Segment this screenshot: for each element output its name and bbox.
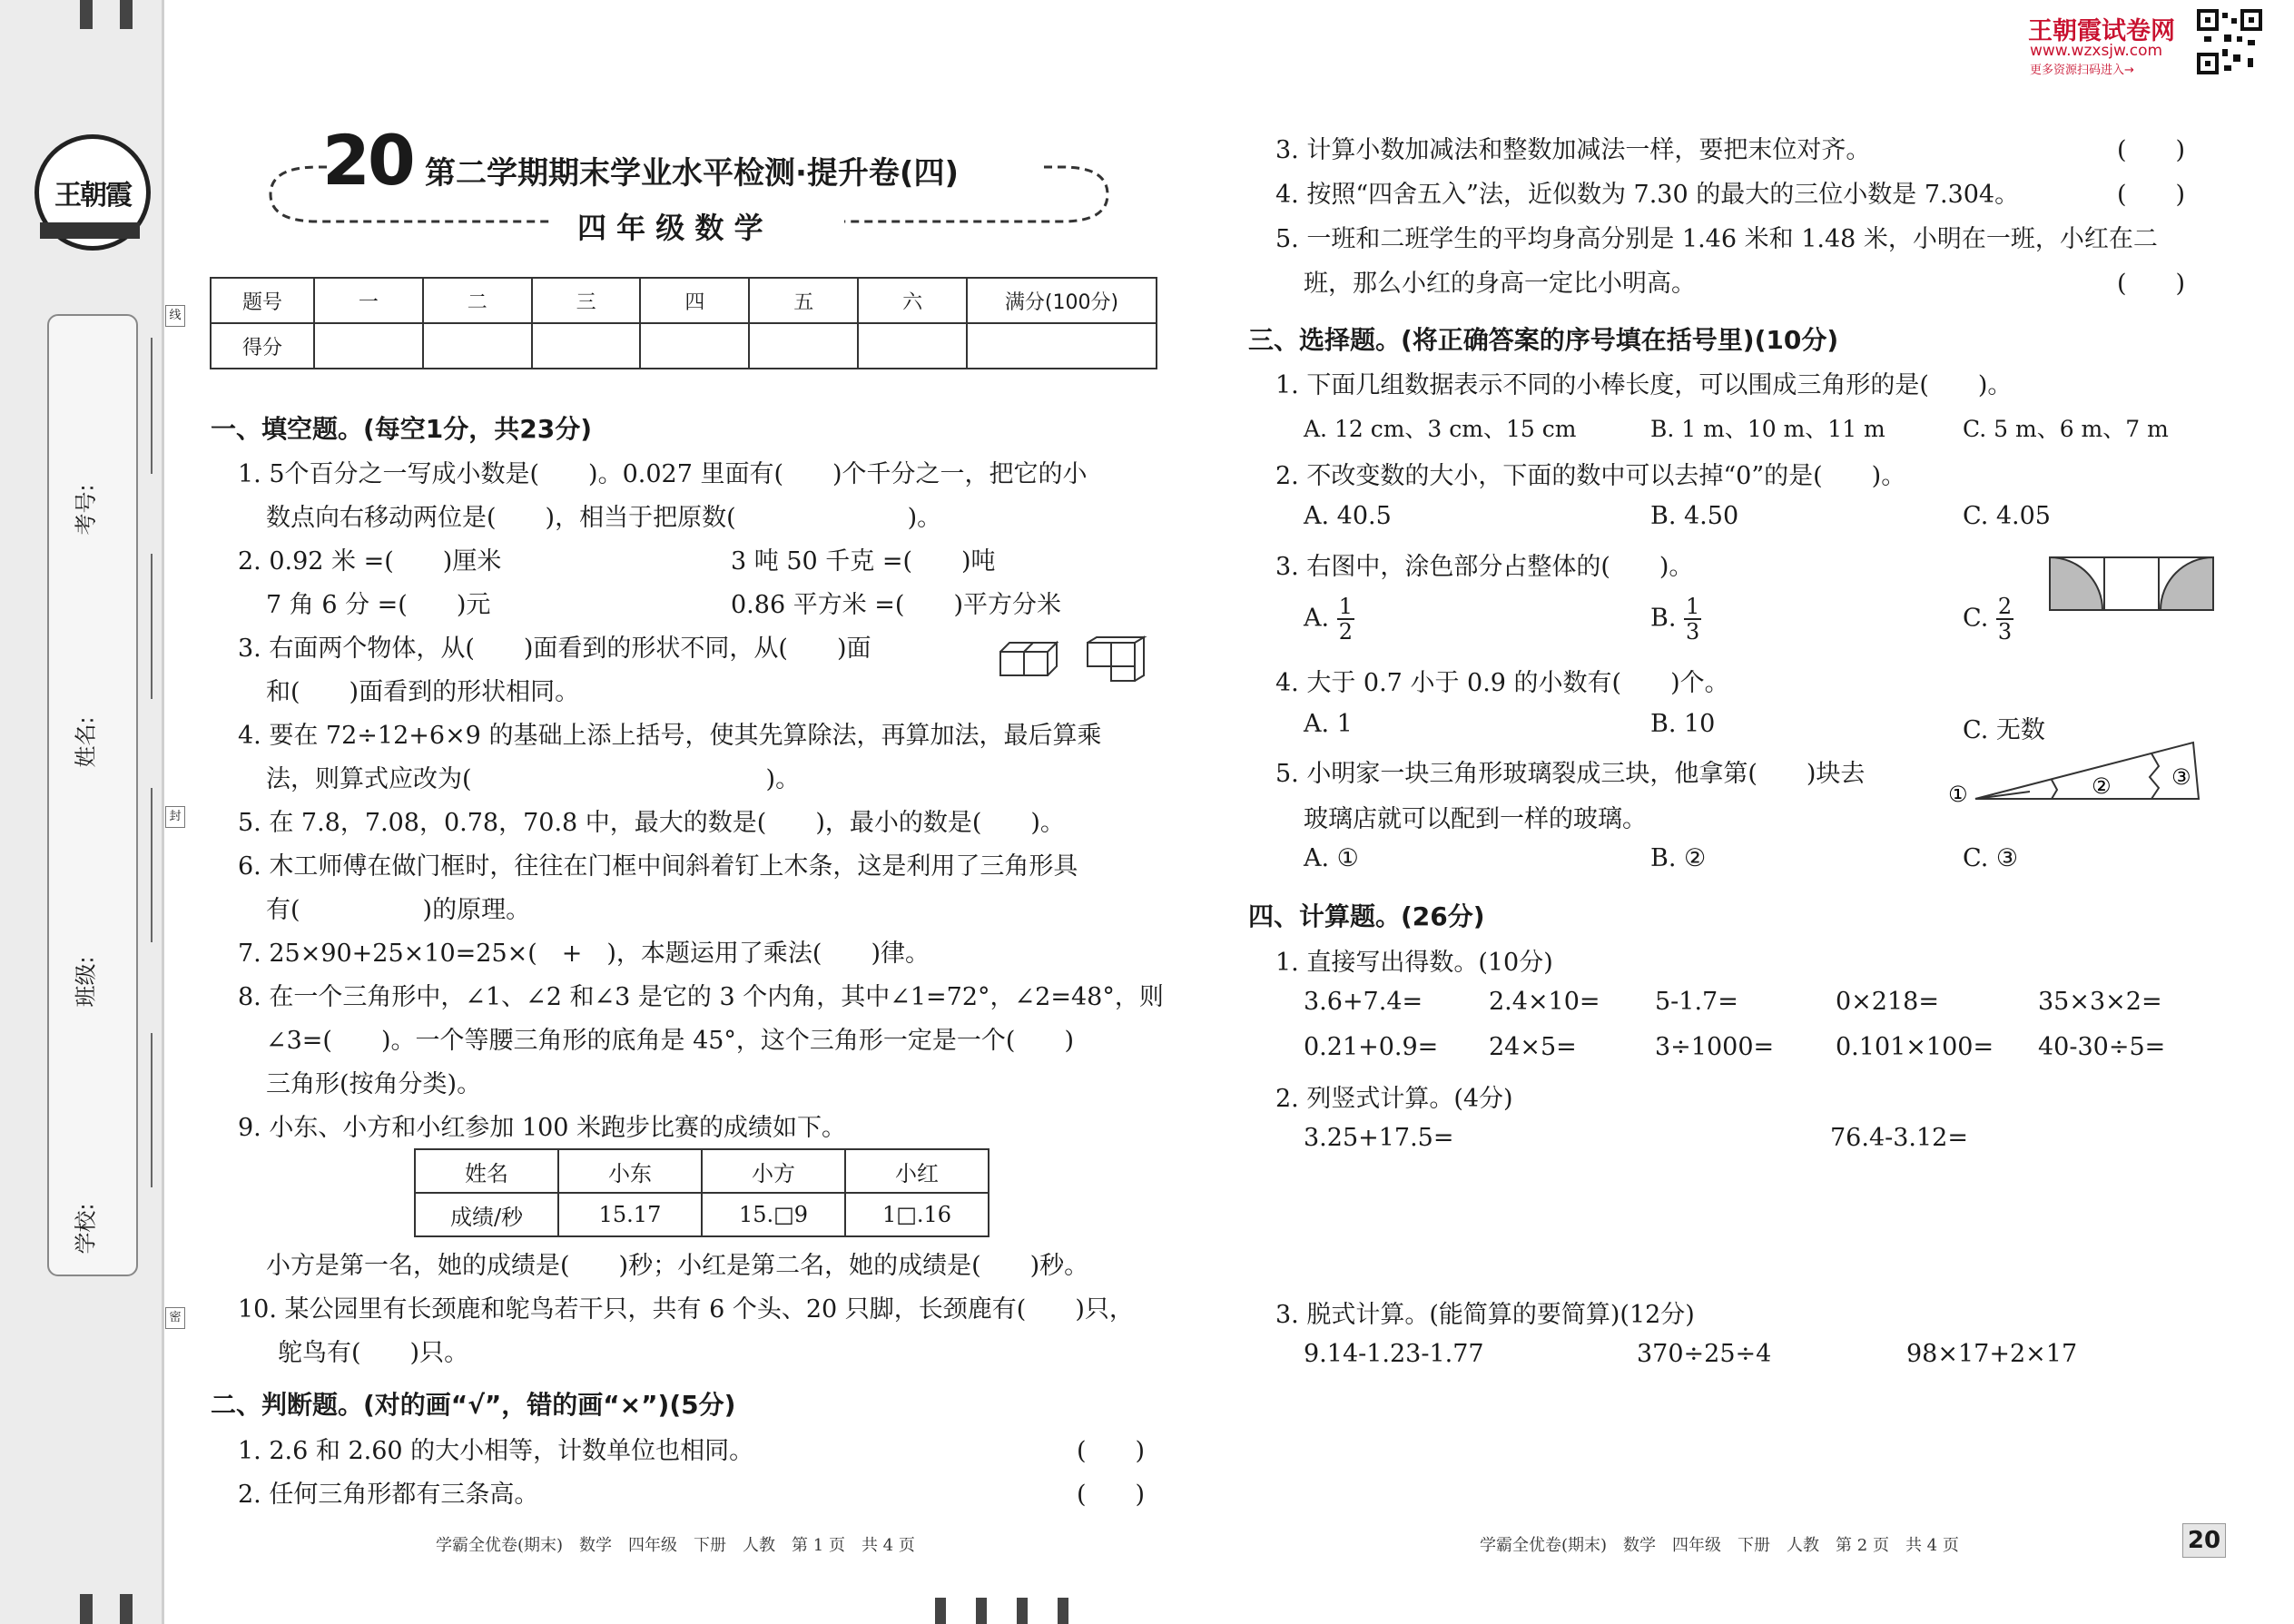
calc-item: 370÷25÷4: [1637, 1340, 1772, 1368]
calc-item: 2.4×10=: [1489, 988, 1600, 1016]
score-cell[interactable]: [423, 323, 532, 369]
q2-line2-right: 0.86 平方米 =( )平方分米: [731, 591, 1061, 619]
calc-item: 0.101×100=: [1836, 1033, 1994, 1061]
choice-5-opt-c[interactable]: C. ③: [1963, 844, 2019, 872]
q4-line2: 法，则算式应改为( )。: [266, 765, 801, 793]
score-header-cell: 五: [749, 278, 858, 323]
q6-line2: 有( )的原理。: [266, 896, 531, 924]
q10-line2: 鸵鸟有( )只。: [278, 1339, 469, 1367]
glass-label-1: ①: [1948, 782, 1968, 807]
crop-mark: [1017, 1598, 1028, 1624]
q9-line: 9. 小东、小方和小红参加 100 米跑步比赛的成绩如下。: [238, 1114, 847, 1142]
judge-3: 3. 计算小数加减法和整数加减法一样，要把末位对齐。: [1275, 136, 1871, 164]
choice-1: 1. 下面几组数据表示不同的小棒长度，可以围成三角形的是( )。: [1275, 371, 2013, 399]
score-header-cell: 题号: [211, 278, 314, 323]
q7-line: 7. 25×90+25×10=25×( + )，本题运用了乘法( )律。: [238, 940, 930, 968]
calc-item: 9.14-1.23-1.77: [1304, 1340, 1484, 1368]
q8-line1: 8. 在一个三角形中，∠1、∠2 和∠3 是它的 3 个内角，其中∠1=72°，∠2=48°，则: [238, 983, 1164, 1011]
judge-5-answer[interactable]: ( ): [2117, 270, 2186, 298]
seal-char: 线: [165, 305, 185, 327]
seal-char: 密: [165, 1307, 185, 1329]
school-label: 学校:: [73, 1203, 99, 1255]
crop-mark: [80, 1594, 93, 1624]
class-line: [151, 788, 153, 942]
section-1-title: 一、填空题。(每空1分，共23分): [211, 414, 593, 444]
choice-2-opt-c[interactable]: C. 4.05: [1963, 502, 2051, 530]
calc-2-title: 2. 列竖式计算。(4分): [1275, 1085, 1513, 1113]
calc-item: 24×5=: [1489, 1033, 1577, 1061]
race-row-label: 成绩/秒: [415, 1193, 558, 1236]
q9-answer-line: 小方是第一名，她的成绩是( )秒；小红是第二名，她的成绩是( )秒。: [266, 1252, 1089, 1280]
score-header-cell: 二: [423, 278, 532, 323]
judge-5-line2: 班，那么小红的身高一定比小明高。: [1304, 270, 1696, 298]
choice-2-opt-a[interactable]: A. 40.5: [1304, 502, 1392, 530]
score-row-label: 得分: [211, 323, 314, 369]
glass-label-3: ③: [2171, 764, 2191, 790]
calc-item: 3.25+17.5=: [1304, 1124, 1454, 1152]
calc-item: 0×218=: [1836, 988, 1939, 1016]
page-number-badge: 20: [2182, 1523, 2226, 1558]
fraction-denominator: 3: [1686, 619, 1700, 645]
footer-right: 学霸全优卷(期末) 数学 四年级 下册 人教 第 2 页 共 4 页: [1480, 1536, 1959, 1555]
choice-2-opt-b[interactable]: B. 4.50: [1650, 502, 1739, 530]
class-label: 班级:: [73, 956, 99, 1008]
fraction: [1337, 595, 1354, 644]
choice-1-opt-b[interactable]: B. 1 m、10 m、11 m: [1650, 416, 1885, 442]
fraction-numerator: 1: [1686, 594, 1700, 619]
choice-5-line1: 5. 小明家一块三角形玻璃裂成三块，他拿第( )块去: [1275, 760, 1866, 788]
option-letter: A.: [1304, 604, 1330, 633]
score-header-cell: 一: [314, 278, 423, 323]
judge-4: 4. 按照“四舍五入”法，近似数为 7.30 的最大的三位小数是 7.304。: [1275, 181, 2020, 209]
q3-line2: 和( )面看到的形状相同。: [266, 678, 580, 706]
judge-3-answer[interactable]: ( ): [2117, 136, 2186, 164]
q1-line1: 1. 5个百分之一写成小数是( )。0.027 里面有( )个千分之一，把它的小: [238, 460, 1088, 488]
crop-mark: [120, 0, 133, 29]
choice-1-opt-a[interactable]: A. 12 cm、3 cm、15 cm: [1304, 416, 1577, 442]
judge-1-answer[interactable]: ( ): [1077, 1437, 1146, 1465]
score-header-cell: 六: [858, 278, 967, 323]
score-cell[interactable]: [640, 323, 749, 369]
race-header-cell: 小方: [702, 1149, 845, 1193]
score-header-cell: 四: [640, 278, 749, 323]
race-cell: 1□.16: [845, 1193, 989, 1236]
option-letter: C.: [1963, 604, 1989, 633]
shaded-squares-figure: [2048, 556, 2217, 612]
judge-2-answer[interactable]: ( ): [1077, 1481, 1146, 1509]
footer-left: 学霸全优卷(期末) 数学 四年级 下册 人教 第 1 页 共 4 页: [436, 1536, 915, 1555]
crop-mark: [80, 0, 93, 29]
q5-line: 5. 在 7.8，7.08，0.78，70.8 中，最大的数是( )，最小的数是( )。: [238, 809, 1065, 837]
score-table: [210, 277, 1157, 369]
choice-3-opt-c[interactable]: [1963, 595, 2013, 644]
judge-2: 2. 任何三角形都有三条高。: [238, 1481, 539, 1509]
judge-4-answer[interactable]: ( ): [2117, 181, 2186, 209]
exam-number-line: [151, 338, 153, 474]
choice-2: 2. 不改变数的大小，下面的数中可以去掉“0”的是( )。: [1275, 462, 1906, 490]
score-cell[interactable]: [858, 323, 967, 369]
race-results-table: [414, 1148, 989, 1237]
q3-line1: 3. 右面两个物体，从( )面看到的形状不同，从( )面: [238, 635, 871, 663]
fraction: [1684, 595, 1701, 644]
exam-number-label: 考号:: [73, 484, 99, 536]
exam-subtitle: 四 年 级 数 学: [577, 211, 763, 245]
calc-3-title: 3. 脱式计算。(能简算的要简算)(12分): [1275, 1301, 1695, 1329]
q2-line1-left: 2. 0.92 米 =( )厘米: [238, 547, 502, 576]
score-cell[interactable]: [749, 323, 858, 369]
name-label: 姓名:: [73, 716, 99, 768]
name-line: [151, 554, 153, 699]
fraction: [1996, 595, 2013, 644]
section-2-title: 二、判断题。(对的画“√”，错的画“×”)(5分): [211, 1390, 736, 1420]
calc-item: 5-1.7=: [1655, 988, 1738, 1016]
calc-item: 76.4-3.12=: [1830, 1124, 1968, 1152]
choice-1-opt-c[interactable]: C. 5 m、6 m、7 m: [1963, 416, 2169, 442]
school-line: [151, 1033, 153, 1187]
student-info-box: [47, 314, 138, 1276]
fraction-denominator: 2: [1338, 619, 1353, 645]
race-cell: 15.□9: [702, 1193, 845, 1236]
exam-number: 20: [322, 120, 413, 201]
glass-label-2: ②: [2092, 773, 2112, 799]
q8-line3: 三角形(按角分类)。: [266, 1070, 482, 1098]
race-header-cell: 小红: [845, 1149, 989, 1193]
calc-item: 0.21+0.9=: [1304, 1033, 1439, 1061]
calc-item: 40-30÷5=: [2038, 1033, 2166, 1061]
choice-4-opt-c[interactable]: C. 无数: [1963, 716, 2045, 744]
score-cell[interactable]: [532, 323, 641, 369]
crop-mark: [1058, 1598, 1068, 1624]
calc-item: 3÷1000=: [1655, 1033, 1775, 1061]
q6-line1: 6. 木工师傅在做门框时，往往在门框中间斜着钉上木条，这是利用了三角形具: [238, 852, 1078, 881]
qr-code-icon: [2197, 9, 2262, 74]
score-cell[interactable]: [967, 323, 1157, 369]
exam-title: 第二学期期末学业水平检测·提升卷(四): [425, 155, 959, 192]
crop-mark: [976, 1598, 987, 1624]
choice-5-opt-a[interactable]: A. ①: [1304, 844, 1359, 872]
race-header-cell: 小东: [558, 1149, 702, 1193]
brand-sub: 更多资源扫码进入→: [2030, 64, 2134, 77]
brand-name: 王朝霞试卷网: [2028, 17, 2175, 45]
score-header-cell: 满分(100分): [967, 278, 1157, 323]
logo-band: [40, 222, 140, 239]
calc-item: 98×17+2×17: [1906, 1340, 2078, 1368]
section-3-title: 三、选择题。(将正确答案的序号填在括号里)(10分): [1248, 325, 1839, 355]
q10-line1: 10. 某公园里有长颈鹿和鸵鸟若干只，共有 6 个头、20 只脚，长颈鹿有( )只，: [238, 1295, 1134, 1324]
broken-glass-figure: [1943, 737, 2215, 810]
calc-item: 3.6+7.4=: [1304, 988, 1423, 1016]
calc-1-title: 1. 直接写出得数。(10分): [1275, 949, 1553, 977]
score-header-cell: 三: [532, 278, 641, 323]
cube-objects-figure: [997, 635, 1178, 686]
fraction-numerator: 1: [1338, 594, 1353, 619]
choice-4: 4. 大于 0.7 小于 0.9 的小数有( )个。: [1275, 669, 1729, 697]
race-cell: 15.17: [558, 1193, 702, 1236]
q1-line2: 数点向右移动两位是( )，相当于把原数( )。: [266, 504, 942, 532]
score-cell[interactable]: [314, 323, 423, 369]
publisher-logo: 王朝霞: [34, 134, 151, 251]
judge-5-line1: 5. 一班和二班学生的平均身高分别是 1.46 米和 1.48 米，小明在一班，小红在二: [1275, 225, 2158, 253]
choice-4-opt-b[interactable]: B. 10: [1650, 710, 1716, 738]
choice-3-opt-b[interactable]: [1650, 595, 1701, 644]
q4-line1: 4. 要在 72÷12+6×9 的基础上添上括号，使其先算除法，再算加法，最后算乘: [238, 722, 1102, 750]
q2-line2-left: 7 角 6 分 =( )元: [266, 591, 491, 619]
brand-url: www.wzxsjw.com: [2030, 42, 2163, 60]
choice-5-opt-b[interactable]: B. ②: [1650, 844, 1707, 872]
seal-char: 封: [165, 806, 185, 828]
crop-mark: [935, 1598, 946, 1624]
choice-5-line2: 玻璃店就可以配到一样的玻璃。: [1304, 805, 1647, 833]
crop-mark: [120, 1594, 133, 1624]
option-letter: B.: [1650, 604, 1677, 633]
fraction-numerator: 2: [1997, 594, 2013, 619]
choice-3-opt-a[interactable]: [1304, 595, 1354, 644]
section-4-title: 四、计算题。(26分): [1248, 901, 1485, 931]
fraction-denominator: 3: [1997, 619, 2013, 645]
q2-line1-right: 3 吨 50 千克 =( )吨: [731, 547, 996, 576]
choice-4-opt-a[interactable]: A. 1: [1304, 710, 1353, 738]
choice-3: 3. 右图中，涂色部分占整体的( )。: [1275, 553, 1694, 581]
judge-1: 1. 2.6 和 2.60 的大小相等，计数单位也相同。: [238, 1437, 754, 1465]
race-header-cell: 姓名: [415, 1149, 558, 1193]
q8-line2: ∠3=( )。一个等腰三角形的底角是 45°，这个三角形一定是一个( ): [266, 1027, 1074, 1055]
calc-item: 35×3×2=: [2038, 988, 2162, 1016]
binding-line: [162, 0, 164, 1624]
